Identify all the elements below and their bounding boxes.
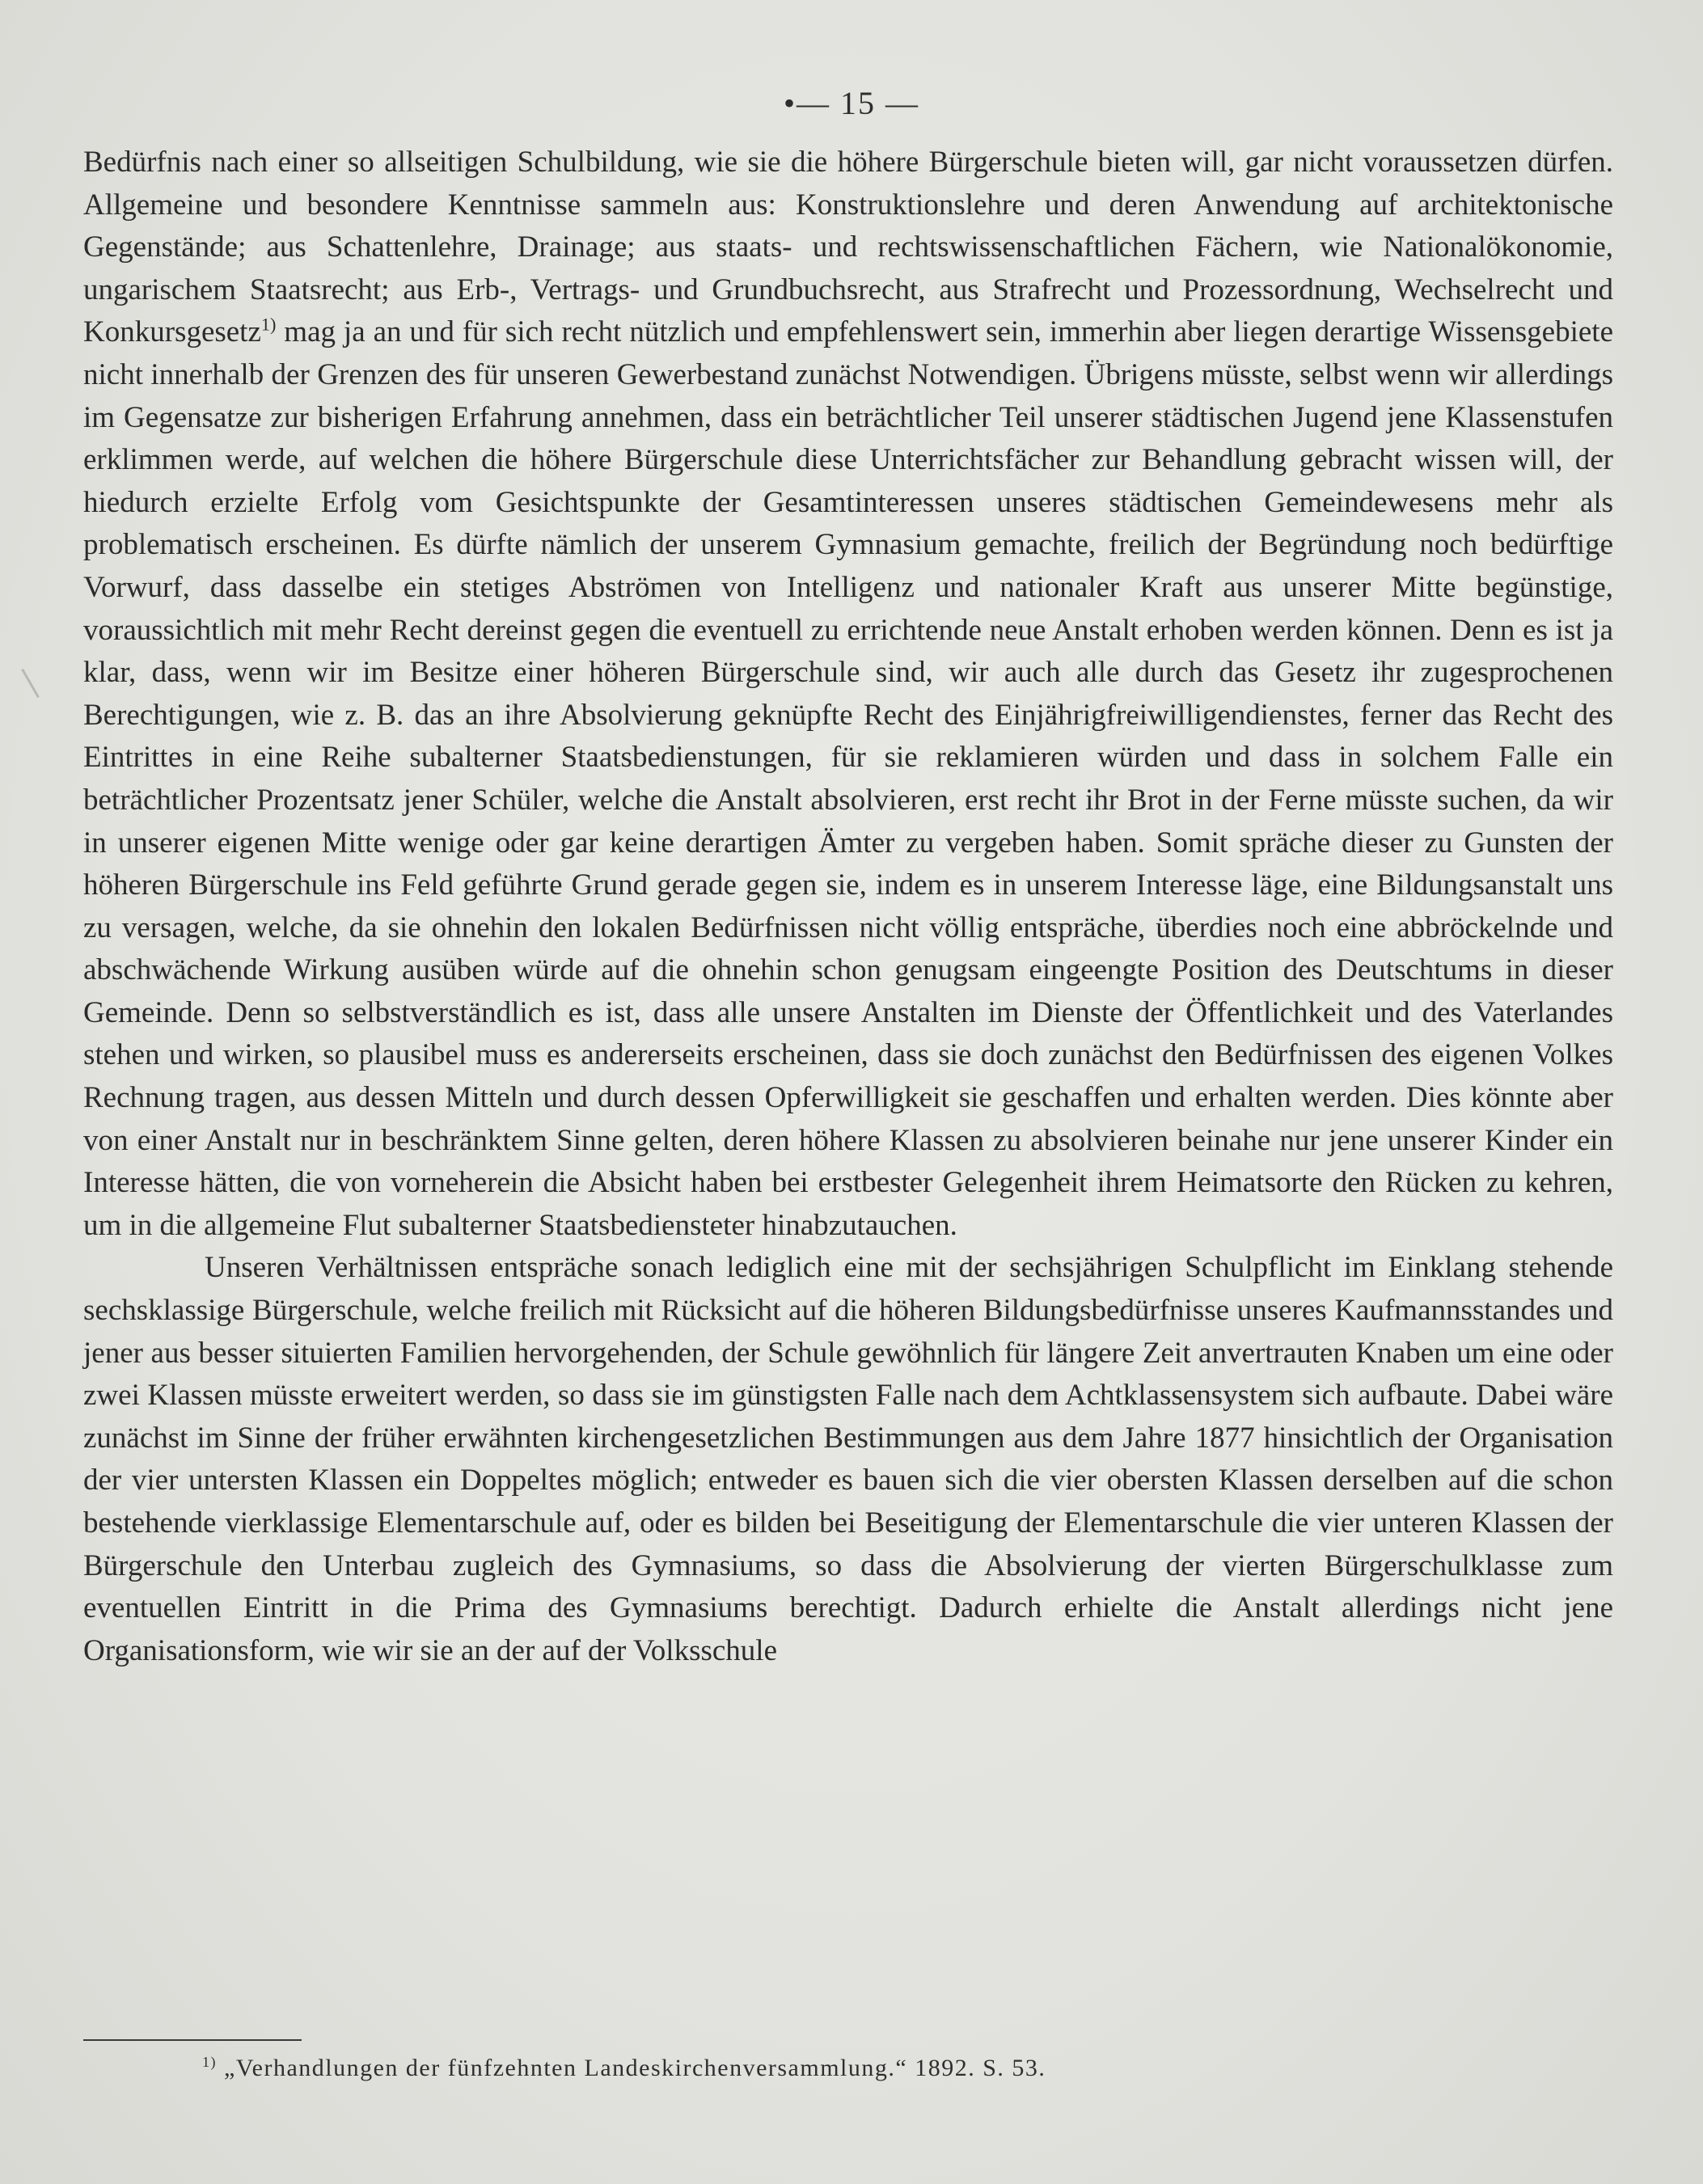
margin-mark bbox=[21, 669, 40, 698]
footnote-reference: 1) bbox=[260, 315, 277, 336]
paragraph-1-text: Bedürfnis nach einer so allseitigen Schulbildung, wie sie die höhere Bürgerschule bieten will, gar nicht voraussetzen dürfen. Allgemeine und besondere Kenntnisse sammeln aus: Konstruktionslehre und deren Anwendung auf architektonische Gegenstände; aus Schattenlehre, Drainage; aus staats- und rechtswissenschaftlichen Fächern, wie Nationalökonomie, ungarischem Staatsrecht; aus Erb-, Vertrags- und Grundbuchsrecht, aus Strafrecht und Prozessordnung, Wechselrecht und Konkursgesetz bbox=[83, 146, 1613, 349]
footnote bbox=[202, 2052, 1577, 2085]
footnote-divider bbox=[83, 2039, 302, 2041]
paragraph-2: Unseren Verhältnissen entspräche sonach lediglich eine mit der sechsjährigen Schulpflicht im Einklang stehende sechsklassige Bürgerschule, welche freilich mit Rücksicht auf die höheren Bildungsbedürfnisse unseres Kaufmannsstandes und jener aus besser situierten Familien hervorgehenden, der Schule gewöhnlich für längere Zeit anvertrauten Knaben um eine oder zwei Klassen müsste erweitert werden, so dass sie im günstigsten Falle nach dem Achtklassensystem sich aufbaute. Dabei wäre zunächst im Sinne der früher erwähnten kirchengesetzlichen Bestimmungen aus dem Jahre 1877 hinsichtlich der Organisation der vier untersten Klassen ein Doppeltes möglich; entweder es bauen sich die vier obersten Klassen derselben auf die schon bestehende vierklassige Elementarschule auf, oder es bilden bei Beseitigung der Elementarschule die vier unteren Klassen der Bürgerschule den Unterbau zugleich des Gymnasiums, so dass die Absolvierung der vierten Bürgerschulklasse zum eventuellen Eintritt in die Prima des Gymnasiums berechtigt. Dadurch erhielte die Anstalt allerdings nicht jene Organisationsform, wie wir sie an der auf der Volksschule bbox=[83, 1251, 1613, 1667]
paragraph-1-continuation: mag ja an und für sich recht nützlich und empfehlenswert sein, immerhin aber liegen derartige Wissensgebiete nicht innerhalb der Grenzen des für unseren Gewerbestand zunächst Notwendigen. Übrigens müsste, selbst wenn wir allerdings im Gegensatze zur bisherigen Erfahrung annehmen, dass ein beträchtlicher Teil unserer städtischen Jugend jene Klassenstufen erklimmen werde, auf welchen die höhere Bürgerschule diese Unterrichtsfächer zur Behandlung gebracht wissen will, der hiedurch erzielte Erfolg vom Gesichtspunkte der Gesamtinteressen unseres städtischen Gemeindewesens mehr als problematisch erscheinen. Es dürfte nämlich der unserem Gymnasium gemachte, freilich der Begründung noch bedürftige Vorwurf, dass dasselbe ein stetiges Abströmen von Intelligenz und nationaler Kraft aus unserer Mitte begünstige, voraussichtlich mit mehr Recht dereinst gegen die eventuell zu errichtende neue Anstalt erhoben werden können. Denn es ist ja klar, dass, wenn wir im Besitze einer höheren Bürgerschule sind, wir auch alle durch das Gesetz ihr zugesprochenen Berechtigungen, wie z. B. das an ihre Absolvierung geknüpfte Recht des Einjährigfreiwilligendienstes, ferner das Recht des Eintrittes in eine Reihe subalterner Staatsbedienstungen, für sie reklamieren würden und dass in solchem Falle ein beträchtlicher Prozentsatz jener Schüler, welche die Anstalt absolvieren, erst recht ihr Brot in der Ferne müsste suchen, da wir in unserer eigenen Mitte wenige oder gar keine derartigen Ämter zu vergeben haben. Somit spräche dieser zu Gunsten der höheren Bürgerschule ins Feld geführte Grund gerade gegen sie, indem es in unserem Interesse läge, eine Bildungsanstalt uns zu versagen, welche, da sie ohnehin den lokalen Bedürfnissen nicht völlig entspräche, überdies noch eine abbröckelnde und abschwächende Wirkung ausüben würde auf die ohnehin schon genugsam eingeengte Position des Deutschtums in dieser Gemeinde. Denn so selbstverständlich es ist, dass alle unsere Anstalten im Dienste der Öffentlichkeit und des Vaterlandes stehen und wirken, so plausibel muss es andererseits erscheinen, dass sie doch zunächst den Bedürfnissen des eigenen Volkes Rechnung tragen, aus dessen Mitteln und durch dessen Opferwilligkeit sie geschaffen und erhalten werden. Dies könnte aber von einer Anstalt nur in beschränktem Sinne gelten, deren höhere Klassen zu absolvieren beinahe nur jene unserer Kinder ein Interesse hätten, die von vorneherein die Absicht haben bei erstbester Gelegenheit ihrem Heimatsorte den Rücken zu kehren, um in die allgemeine Flut subalterner Staatsbediensteter hinabzutauchen. bbox=[83, 315, 1613, 1242]
body-text bbox=[83, 142, 1613, 1672]
footnote-text: „Verhandlungen der fünfzehnten Landeskirchenversammlung.“ 1892. S. 53. bbox=[217, 2055, 1046, 2081]
footnote-marker: 1) bbox=[202, 2054, 217, 2070]
page-number: •— 15 — bbox=[783, 85, 919, 121]
paragraph-1 bbox=[83, 142, 1613, 1247]
